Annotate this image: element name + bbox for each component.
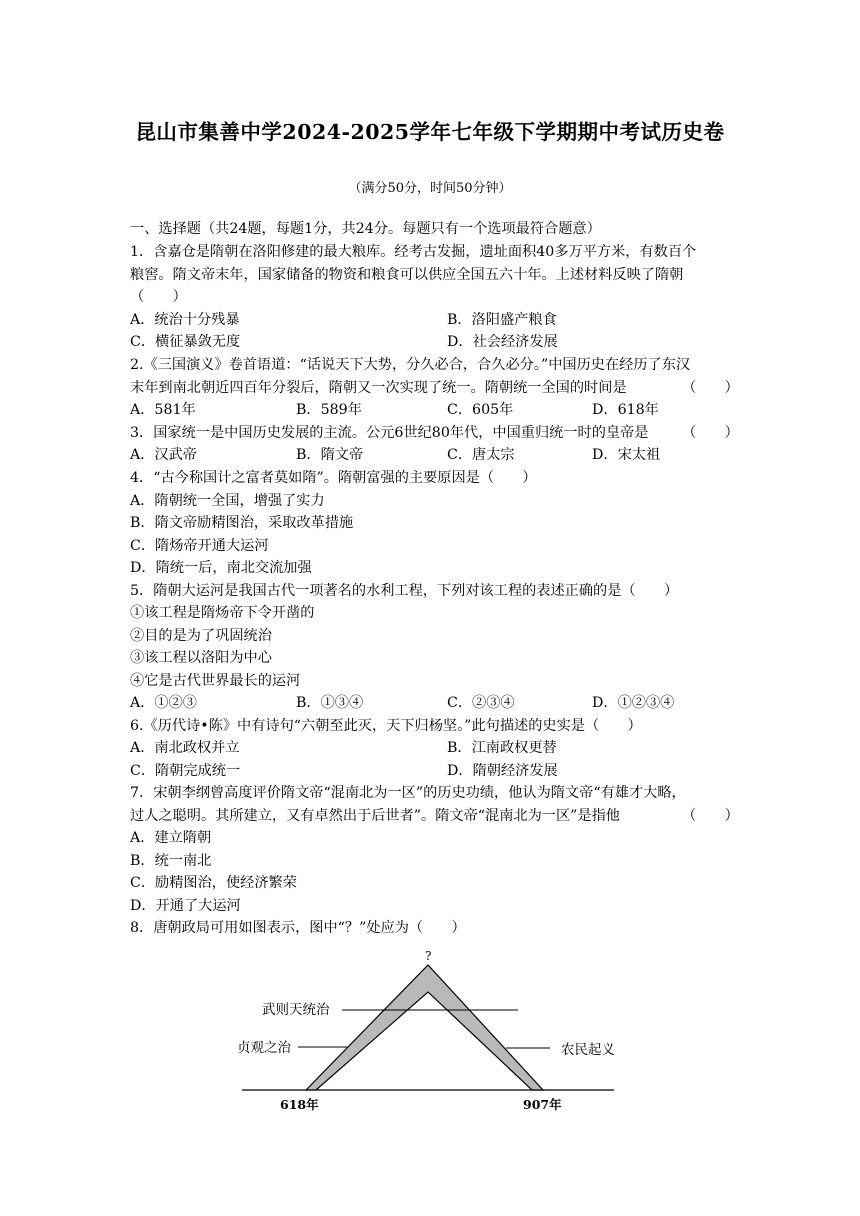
mountain-shape: [306, 965, 543, 1090]
q5-option-b: B．①③④: [296, 695, 364, 711]
q6-option-a: A．南北政权并立: [130, 740, 240, 756]
q7-option-c: C．励精图治，使经济繁荣: [130, 875, 297, 891]
q6-option-c: C．隋朝完成统一: [130, 763, 241, 779]
q4-option-c: C．隋炀帝开通大运河: [130, 538, 269, 554]
q6-line-1: 6.《历代诗•陈》中有诗句“六朝至此灭，天下归杨坚。”此句描述的史实是（ ）: [130, 718, 642, 734]
q1-option-d: D．社会经济发展: [447, 334, 558, 350]
q2-line-2: 末年到南北朝近四百年分裂后，隋朝又一次实现了统一。隋朝统一全国的时间是: [130, 380, 627, 396]
q3-option-a: A．汉武帝: [130, 447, 197, 463]
q1-option-b: B．洛阳盛产粮食: [447, 312, 557, 328]
q6-option-b: B．江南政权更替: [447, 740, 557, 756]
q7-option-d: D．开通了大运河: [130, 898, 241, 914]
q7-answer-paren: （ ）: [682, 808, 739, 824]
q7-line-1: 7．宋朝李纲曾高度评价隋文帝“混南北为一区”的历史功绩，他认为隋文帝“有雄才大略，: [130, 785, 686, 801]
q2-option-b: B．589年: [296, 402, 362, 418]
q1-line-2: 粮窖。隋文帝末年，国家储备的物资和粮食可以供应全国五六十年。上述材料反映了隋朝: [130, 267, 684, 283]
q5-option-c: C．②③④: [447, 695, 515, 711]
q2-option-d: D．618年: [592, 402, 659, 418]
figure-label-start-year: 618年: [280, 1097, 319, 1112]
q4-option-a: A．隋朝统一全国，增强了实力: [130, 493, 325, 509]
q5-statement-3: ③该工程以洛阳为中心: [130, 650, 272, 666]
q7-option-a: A．建立隋朝: [130, 830, 212, 846]
figure-top-label: ?: [425, 949, 432, 963]
exam-subtitle: （满分50分，时间50分钟）: [348, 181, 512, 196]
q2-option-c: C．605年: [447, 402, 514, 418]
q4-line-1: 4．“古今称国计之富者莫如隋”。隋朝富强的主要原因是（ ）: [130, 470, 537, 486]
q1-line-1: 1．含嘉仓是隋朝在洛阳修建的最大粮库。经考古发掘，遗址面积40多万平方米，有数百个: [130, 244, 697, 260]
q5-statement-2: ②目的是为了巩固统治: [130, 628, 272, 644]
figure-label-end-year: 907年: [523, 1097, 562, 1112]
q5-option-d: D．①②③④: [592, 695, 675, 711]
figure-label-wuzetian: 武则天统治: [262, 1002, 330, 1018]
q3-option-b: B．隋文帝: [296, 447, 364, 463]
q3-answer-paren: （ ）: [682, 425, 739, 441]
q1-option-a: A．统治十分残暴: [130, 312, 240, 328]
q3-line-1: 3．国家统一是中国历史发展的主流。公元6世纪80年代，中国重归统一时的皇帝是: [130, 425, 649, 441]
section-header: 一、选择题（共24题，每题1分，共24分。每题只有一个选项最符合题意）: [130, 221, 601, 237]
q5-line-1: 5．隋朝大运河是我国古代一项著名的水利工程，下列对该工程的表述正确的是（ ）: [130, 583, 679, 599]
exam-title: 昆山市集善中学2024-2025学年七年级下学期期中考试历史卷: [135, 120, 725, 144]
q5-statement-1: ①该工程是隋炀帝下令开凿的: [130, 605, 315, 621]
q5-statement-4: ④它是古代世界最长的运河: [130, 673, 301, 689]
q4-option-d: D．隋统一后，南北交流加强: [130, 560, 312, 576]
q7-option-b: B．统一南北: [130, 853, 212, 869]
q6-option-d: D．隋朝经济发展: [447, 763, 558, 779]
q4-option-b: B．隋文帝励精图治，采取改革措施: [130, 515, 354, 531]
q5-option-a: A．①②③: [130, 695, 197, 711]
q1-option-c: C．横征暴敛无度: [130, 334, 241, 350]
q2-option-a: A．581年: [130, 402, 196, 418]
q2-answer-paren: （ ）: [682, 380, 739, 396]
figure-label-zhenguan: 贞观之治: [237, 1040, 291, 1056]
q1-line-3: （ ）: [130, 289, 187, 305]
q8-line-1: 8．唐朝政局可用如图表示，图中“？”处应为（ ）: [130, 920, 466, 936]
figure-label-nongmin: 农民起义: [561, 1042, 615, 1058]
q3-option-c: C．唐太宗: [447, 447, 515, 463]
q2-line-1: 2.《三国演义》卷首语道：“话说天下大势，分久必合，合久必分。”中国历史在经历了东汉: [130, 357, 691, 373]
q7-line-2: 过人之聪明。其所建立，又有卓然出于后世者”。隋文帝“混南北为一区”是指他: [130, 808, 620, 824]
q3-option-d: D．宋太祖: [592, 447, 661, 463]
